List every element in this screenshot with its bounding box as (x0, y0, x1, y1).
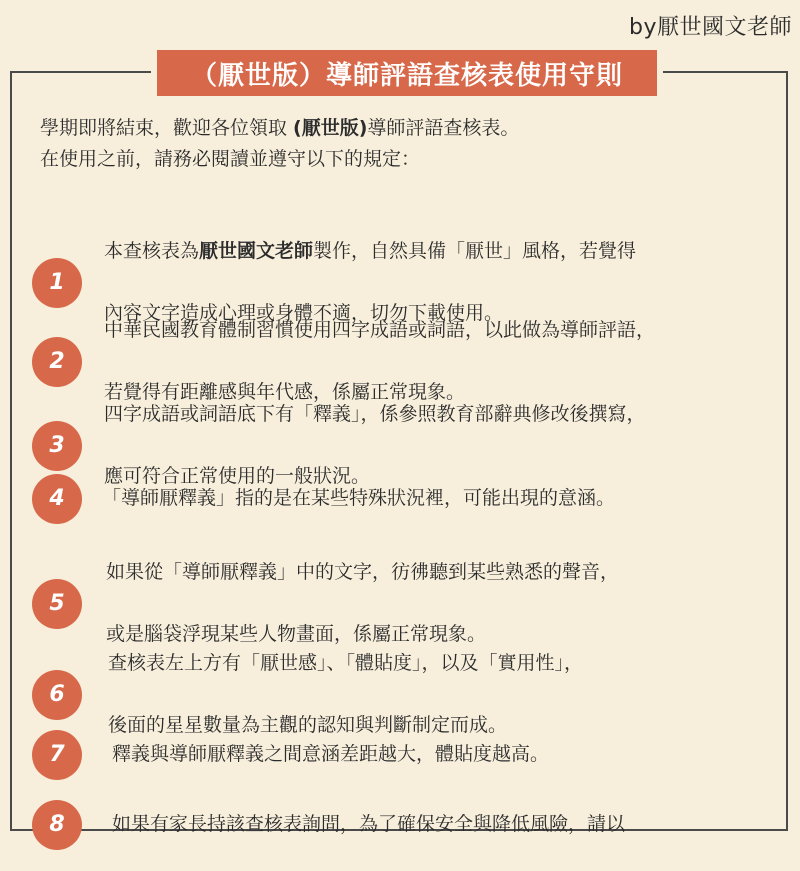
rule-number-badge: 2 (32, 337, 82, 387)
rule-line-1: 「導師厭釋義」指的是在某些特殊狀況裡，可能出現的意涵。 (102, 487, 616, 509)
rule-line-2: 內容文字造成心理或身體不適，切勿下載使用。 (104, 302, 504, 324)
rule-line-1: 如果有家長持該查核表詢問，為了確保安全與降低風險，請以 (112, 813, 626, 835)
rule-line-2: 若覺得有距離感與年代感，係屬正常現象。 (104, 381, 466, 403)
rule-line-1: 四字成語或詞語底下有「釋義」，係參照教育部辭典修改後撰寫， (104, 403, 646, 425)
rule-line-1-post: 製作，自然具備「厭世」風格，若覺得 (313, 240, 637, 262)
rule-line-1-bold: 厭世國文老師 (199, 240, 314, 262)
rule-number-badge: 4 (32, 474, 82, 524)
rule-line-1: 如果從「導師厭釋義」中的文字，彷彿聽到某些熟悉的聲音， (106, 561, 620, 583)
rule-item-8 (32, 778, 625, 871)
rule-line-1 (104, 236, 636, 267)
rule-line-1-pre: 本查核表為 (104, 240, 200, 262)
intro-line-1 (40, 113, 519, 144)
page-title: （厭世版）導師評語查核表使用守則 (157, 50, 657, 96)
rule-line-1: 釋義與導師厭釋義之間意涵差距越大，體貼度越高。 (112, 743, 550, 765)
intro-line-1-pre: 學期即將結束，歡迎各位領取 (40, 117, 294, 139)
intro-line-2: 在使用之前，請務必閱讀並遵守以下的規定： (40, 148, 421, 170)
rule-number-badge: 1 (32, 258, 82, 308)
rule-number-badge: 6 (32, 670, 82, 720)
rule-line-2: 或是腦袋浮現某些人物畫面，係屬正常現象。 (106, 623, 487, 645)
rule-line-1: 中華民國教育體制習慣使用四字成語或詞語，以此做為導師評語， (104, 319, 656, 341)
rule-number-badge: 7 (32, 730, 82, 780)
rule-line-2: 應可符合正常使用的一般狀況。 (104, 465, 371, 487)
rule-text (112, 778, 625, 871)
rule-number-badge: 8 (32, 800, 82, 850)
rule-line-1: 查核表左上方有「厭世感」、「體貼度」，以及「實用性」， (108, 652, 584, 674)
rule-number-badge: 5 (32, 579, 82, 629)
intro-paragraph (40, 113, 519, 175)
intro-line-1-bold: (厭世版) (293, 117, 368, 139)
intro-line-1-post: 導師評語查核表。 (367, 117, 520, 139)
rule-number-badge: 3 (32, 421, 82, 471)
author-credit: by厭世國文老師 (629, 15, 792, 40)
rule-line-2: 後面的星星數量為主觀的認知與判斷制定而成。 (108, 714, 508, 736)
